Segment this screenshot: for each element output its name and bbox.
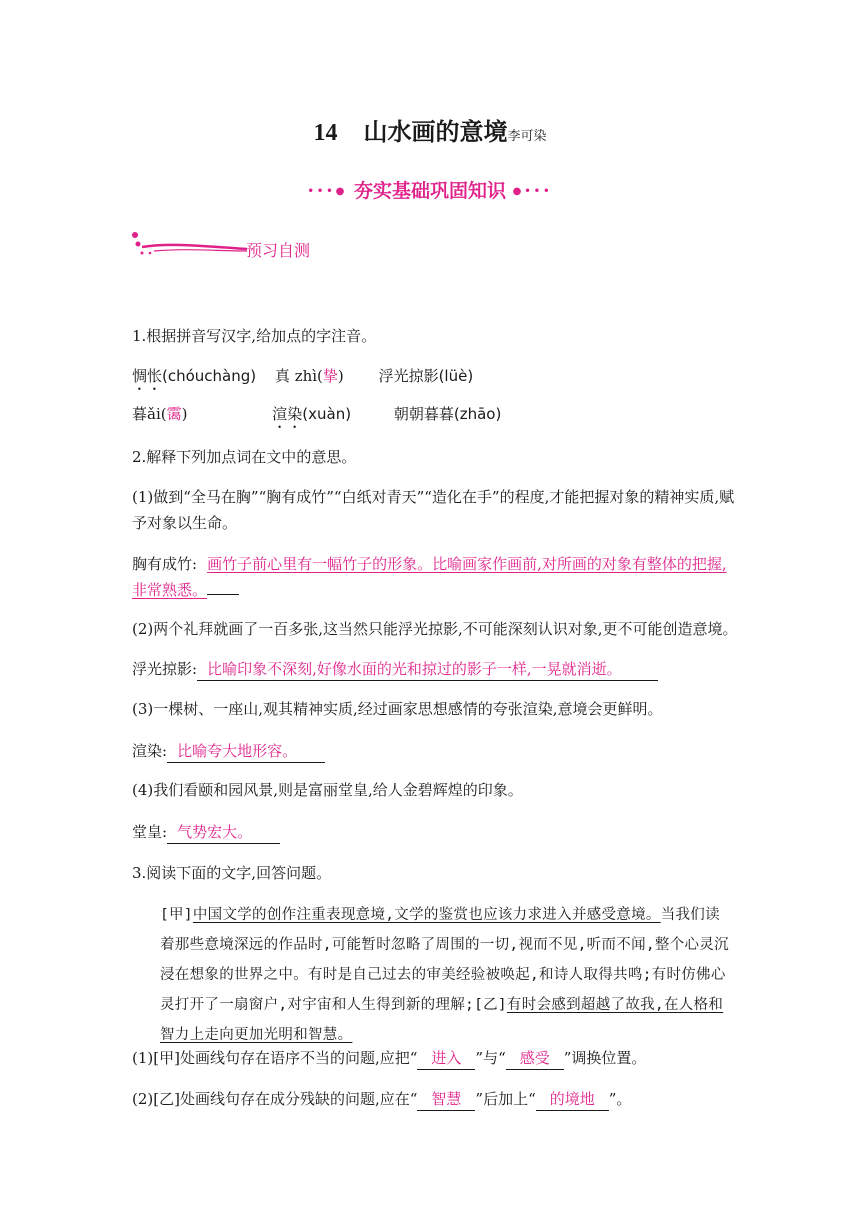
q3-q2-mid: ”后加上“ bbox=[475, 1090, 536, 1108]
lesson-number: 14 bbox=[313, 120, 338, 146]
lesson-title bbox=[0, 112, 860, 147]
q1-word-d-end: ) bbox=[181, 405, 188, 423]
q2-prompt: 2.解释下列加点词在文中的意思。 bbox=[132, 448, 357, 466]
q3-passage bbox=[132, 900, 732, 1050]
q2-answer-2-label: 浮光掠影: bbox=[132, 660, 198, 678]
q1-prompt: 1.根据拼音写汉字,给加点的字注音。 bbox=[132, 327, 377, 345]
q2-answer-4-blank bbox=[167, 821, 280, 844]
passage-sentence-yi: 有时会感到超越了故我,在人格和智力上走向更加光明和智慧。 bbox=[160, 997, 724, 1043]
banner-dots-right: ●••• bbox=[512, 186, 553, 197]
q3-question-2 bbox=[132, 1088, 631, 1111]
q1-answer-d: 霭 bbox=[166, 405, 182, 423]
q3-question-1 bbox=[132, 1047, 646, 1070]
q3-q1-mid: ”与“ bbox=[475, 1049, 506, 1067]
q2-answer-3 bbox=[132, 740, 325, 763]
q1-row1 bbox=[132, 365, 473, 394]
q3-q2-post: ”。 bbox=[608, 1090, 632, 1108]
section-banner bbox=[0, 176, 860, 203]
q1-word-e: 渲染 bbox=[272, 405, 303, 423]
q1-word-b: 真 zhì( bbox=[274, 367, 323, 385]
q3-prompt: 3.阅读下面的文字,回答问题。 bbox=[132, 864, 332, 882]
q2-answer-2-text: 比喻印象不深刻,好像水面的光和掠过的影子一样,一晃就消逝。 bbox=[207, 660, 622, 678]
q3-q1-pre: (1)[甲]处画线句存在语序不当的问题,应把“ bbox=[132, 1049, 418, 1067]
q3-q1-answer-2: 感受 bbox=[519, 1049, 550, 1067]
q1-pinyin-f: (zhāo) bbox=[453, 405, 502, 423]
swoosh-icon bbox=[132, 230, 252, 264]
q2-sentence-1: (1)做到“全马在胸”“胸有成竹”“白纸对青天”“造化在手”的程度,才能把握对象的精神实质,赋 bbox=[132, 488, 735, 506]
answer-blank bbox=[207, 594, 239, 595]
q1-word-a: 惆怅 bbox=[132, 367, 163, 385]
q2-sentence-4: (4)我们看颐和园风景,则是富丽堂皇,给人金碧辉煌的印象。 bbox=[132, 781, 523, 799]
q3-q2-blank-1 bbox=[417, 1088, 475, 1111]
q1-word-c: 浮光掠影 bbox=[378, 367, 439, 385]
banner-dots-left: •••● bbox=[307, 186, 348, 197]
q3-q2-pre: (2)[乙]处画线句存在成分残缺的问题,应在“ bbox=[132, 1090, 418, 1108]
q1-word-b-end: ) bbox=[337, 367, 344, 385]
subsection-heading bbox=[132, 230, 432, 264]
q1-answer-b: 挚 bbox=[322, 367, 338, 385]
q2-answer-1-text: 画竹子前心里有一幅竹子的形象。比喻画家作画前,对所画的对象有整体的把握, bbox=[207, 555, 727, 573]
lesson-author: 李可染 bbox=[507, 129, 547, 144]
q2-answer-4-text: 气势宏大。 bbox=[177, 823, 253, 841]
lesson-name: 山水画的意境 bbox=[363, 117, 508, 146]
subsection-label: 预习自测 bbox=[246, 241, 311, 260]
q1-word-f: 朝朝暮暮 bbox=[393, 405, 454, 423]
q3-q2-answer-1: 智慧 bbox=[431, 1090, 462, 1108]
q2-answer-3-text: 比喻夸大地形容。 bbox=[177, 742, 298, 760]
passage-mark-yi: [乙] bbox=[474, 997, 507, 1013]
q1-pinyin-e: (xuàn) bbox=[302, 405, 352, 423]
q2-sentence-2: (2)两个礼拜就画了一百多张,这当然只能浮光掠影,不可能深刻认识对象,更不可能创造意境。 bbox=[132, 620, 738, 638]
q2-answer-4 bbox=[132, 821, 280, 844]
passage-mark-jia: [甲] bbox=[160, 907, 193, 923]
q1-word-d: 暮ǎi( bbox=[132, 405, 167, 423]
q3-q1-blank-2 bbox=[506, 1047, 564, 1070]
q2-answer-1-cont bbox=[132, 579, 239, 601]
q1-row2 bbox=[132, 403, 501, 432]
q2-sentence-3: (3)一棵树、一座山,观其精神实质,经过画家思想感情的夸张渲染,意境会更鲜明。 bbox=[132, 700, 663, 718]
q3-q1-blank-1 bbox=[417, 1047, 475, 1070]
q3-q1-answer-1: 进入 bbox=[431, 1049, 462, 1067]
q2-answer-1-text-cont: 非常熟悉。 bbox=[132, 581, 208, 599]
q2-answer-1 bbox=[132, 553, 727, 575]
q2-answer-1-label: 胸有成竹: bbox=[132, 555, 198, 573]
q2-answer-4-label: 堂皇: bbox=[132, 823, 168, 841]
q1-pinyin-c: (lüè) bbox=[438, 367, 474, 385]
q2-answer-3-label: 渲染: bbox=[132, 742, 168, 760]
q2-answer-3-blank bbox=[167, 740, 325, 763]
q3-q2-answer-2: 的境地 bbox=[549, 1090, 595, 1108]
q2-answer-2-blank bbox=[197, 658, 658, 681]
banner-text: 夯实基础巩固知识 bbox=[353, 180, 506, 202]
q2-answer-2 bbox=[132, 658, 658, 681]
passage-sentence-jia: 中国文学的创作注重表现意境,文学的鉴赏也应该力求进入并感受意境。 bbox=[192, 907, 661, 923]
passage-body: 当我们读着那些意境深远的作品时,可能暂时忽略了周围的一切,视而不见,听而不闻,整个心灵沉浸在想象的世界之中。有时是自己过去的审美经验被唤起,和诗人取得共鸣;有时仿佛心灵打开了一扇窗户,对宇宙和人生得到新的理解; bbox=[160, 907, 729, 1013]
q1-pinyin-a: (chóuchàng) bbox=[162, 367, 257, 385]
q2-sentence-1-cont: 予对象以生命。 bbox=[132, 514, 238, 532]
q3-q2-blank-2 bbox=[536, 1088, 609, 1111]
q3-q1-post: ”调换位置。 bbox=[563, 1049, 647, 1067]
q3-passage-text bbox=[132, 900, 732, 1050]
